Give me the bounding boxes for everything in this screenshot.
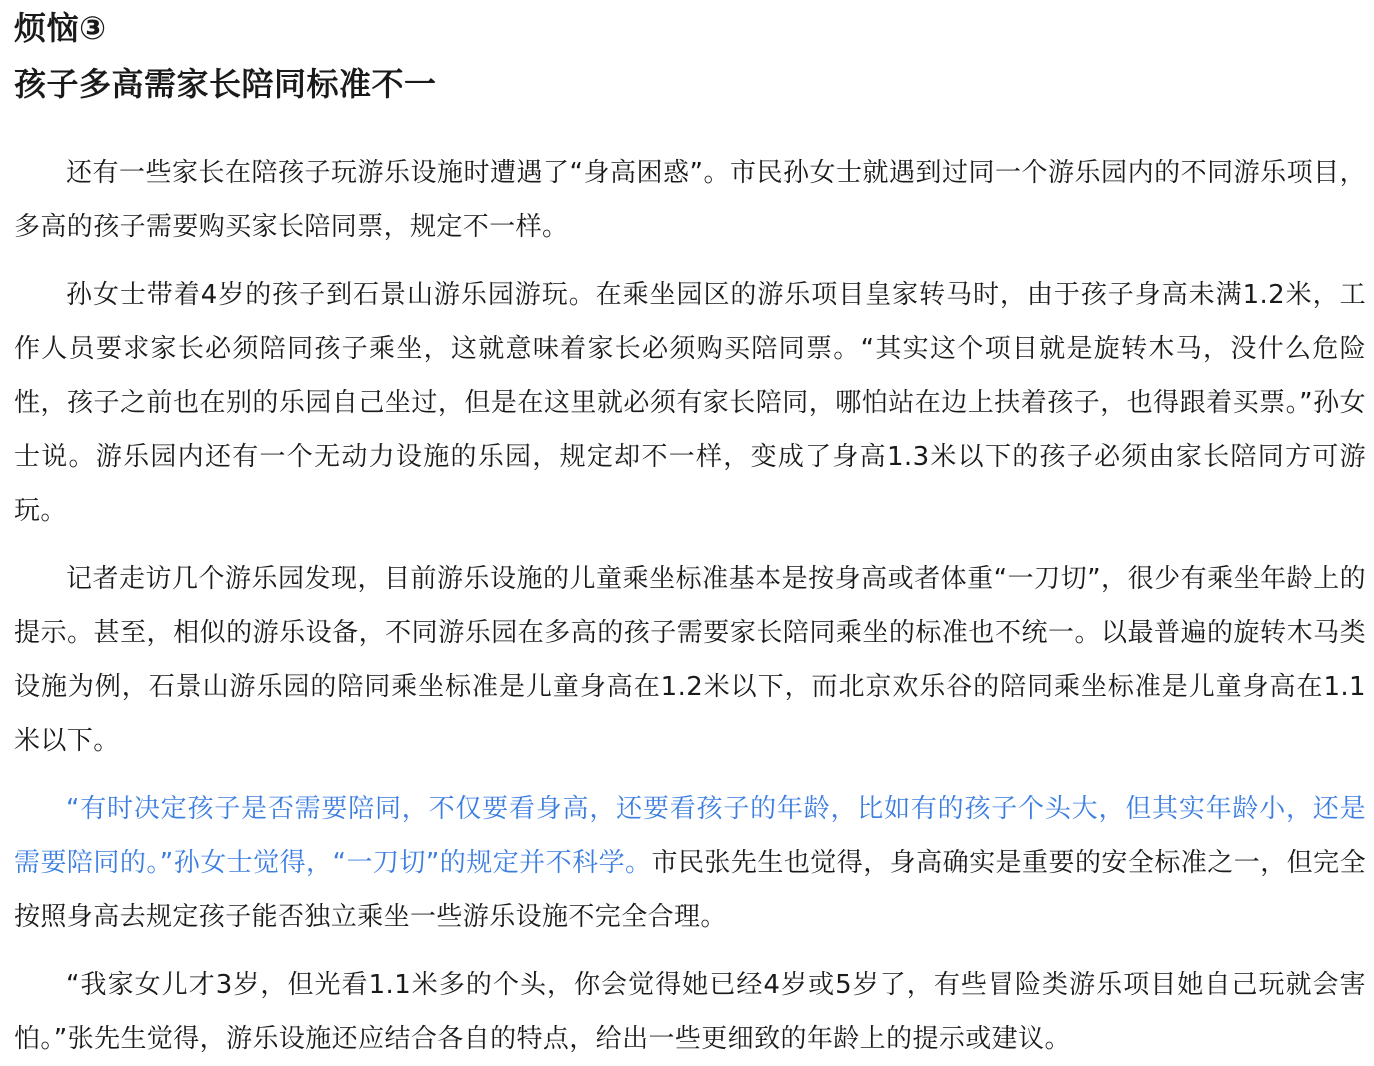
paragraph: 孙女士带着4岁的孩子到石景山游乐园游玩。在乘坐园区的游乐项目皇家转马时，由于孩子身高未满1.2米，工作人员要求家长必须陪同孩子乘坐，这就意味着家长必须购买陪同票。“其实这个项目就是旋转木马，没什么危险性，孩子之前也在别的乐园自己坐过，但是在这里就必须有家长陪同，哪怕站在边上扶着孩子，也得跟着买票。”孙女士说。游乐园内还有一个无动力设施的乐园，规定却不一样，变成了身高1.3米以下的孩子必须由家长陪同方可游玩。 [14,280,1366,526]
paragraph: “我家女儿才3岁，但光看1.1米多的个头，你会觉得她已经4岁或5岁了，有些冒险类游乐项目她自己玩就会害怕。”张先生觉得，游乐设施还应结合各自的特点，给出一些更细致的年龄上的提示或建议。 [14,970,1366,1054]
paragraph: 记者走访几个游乐园发现，目前游乐设施的儿童乘坐标准基本是按身高或者体重“一刀切”，很少有乘坐年龄上的提示。甚至，相似的游乐设备，不同游乐园在多高的孩子需要家长陪同乘坐的标准也不统一。以最普遍的旋转木马类设施为例，石景山游乐园的陪同乘坐标准是儿童身高在1.2米以下，而北京欢乐谷的陪同乘坐标准是儿童身高在1.1米以下。 [14,564,1366,756]
paragraph: 还有一些家长在陪孩子玩游乐设施时遭遇了“身高困惑”。市民孙女士就遇到过同一个游乐园内的不同游乐项目，多高的孩子需要购买家长陪同票，规定不一样。 [14,158,1366,242]
highlighted-quote: “有时决定孩子是否需要陪同，不仅要看身高，还要看孩子的年龄，比如有的孩子个头大，但其实年龄小，还是需要陪同的。”孙女士觉得，“一刀切”的规定并不科学。 [14,794,1366,878]
section-title-heading: 孩子多高需家长陪同标准不一 [14,65,437,103]
article [14,0,1366,1066]
paragraph-text: 市民张先生也觉得，身高确实是重要的安全标准之一，但完全按照身高去规定孩子能否独立乘坐一些游乐设施不完全合理。 [14,848,1366,932]
section-number-heading: 烦恼③ [14,9,107,47]
paragraph-with-quote [14,782,1366,944]
